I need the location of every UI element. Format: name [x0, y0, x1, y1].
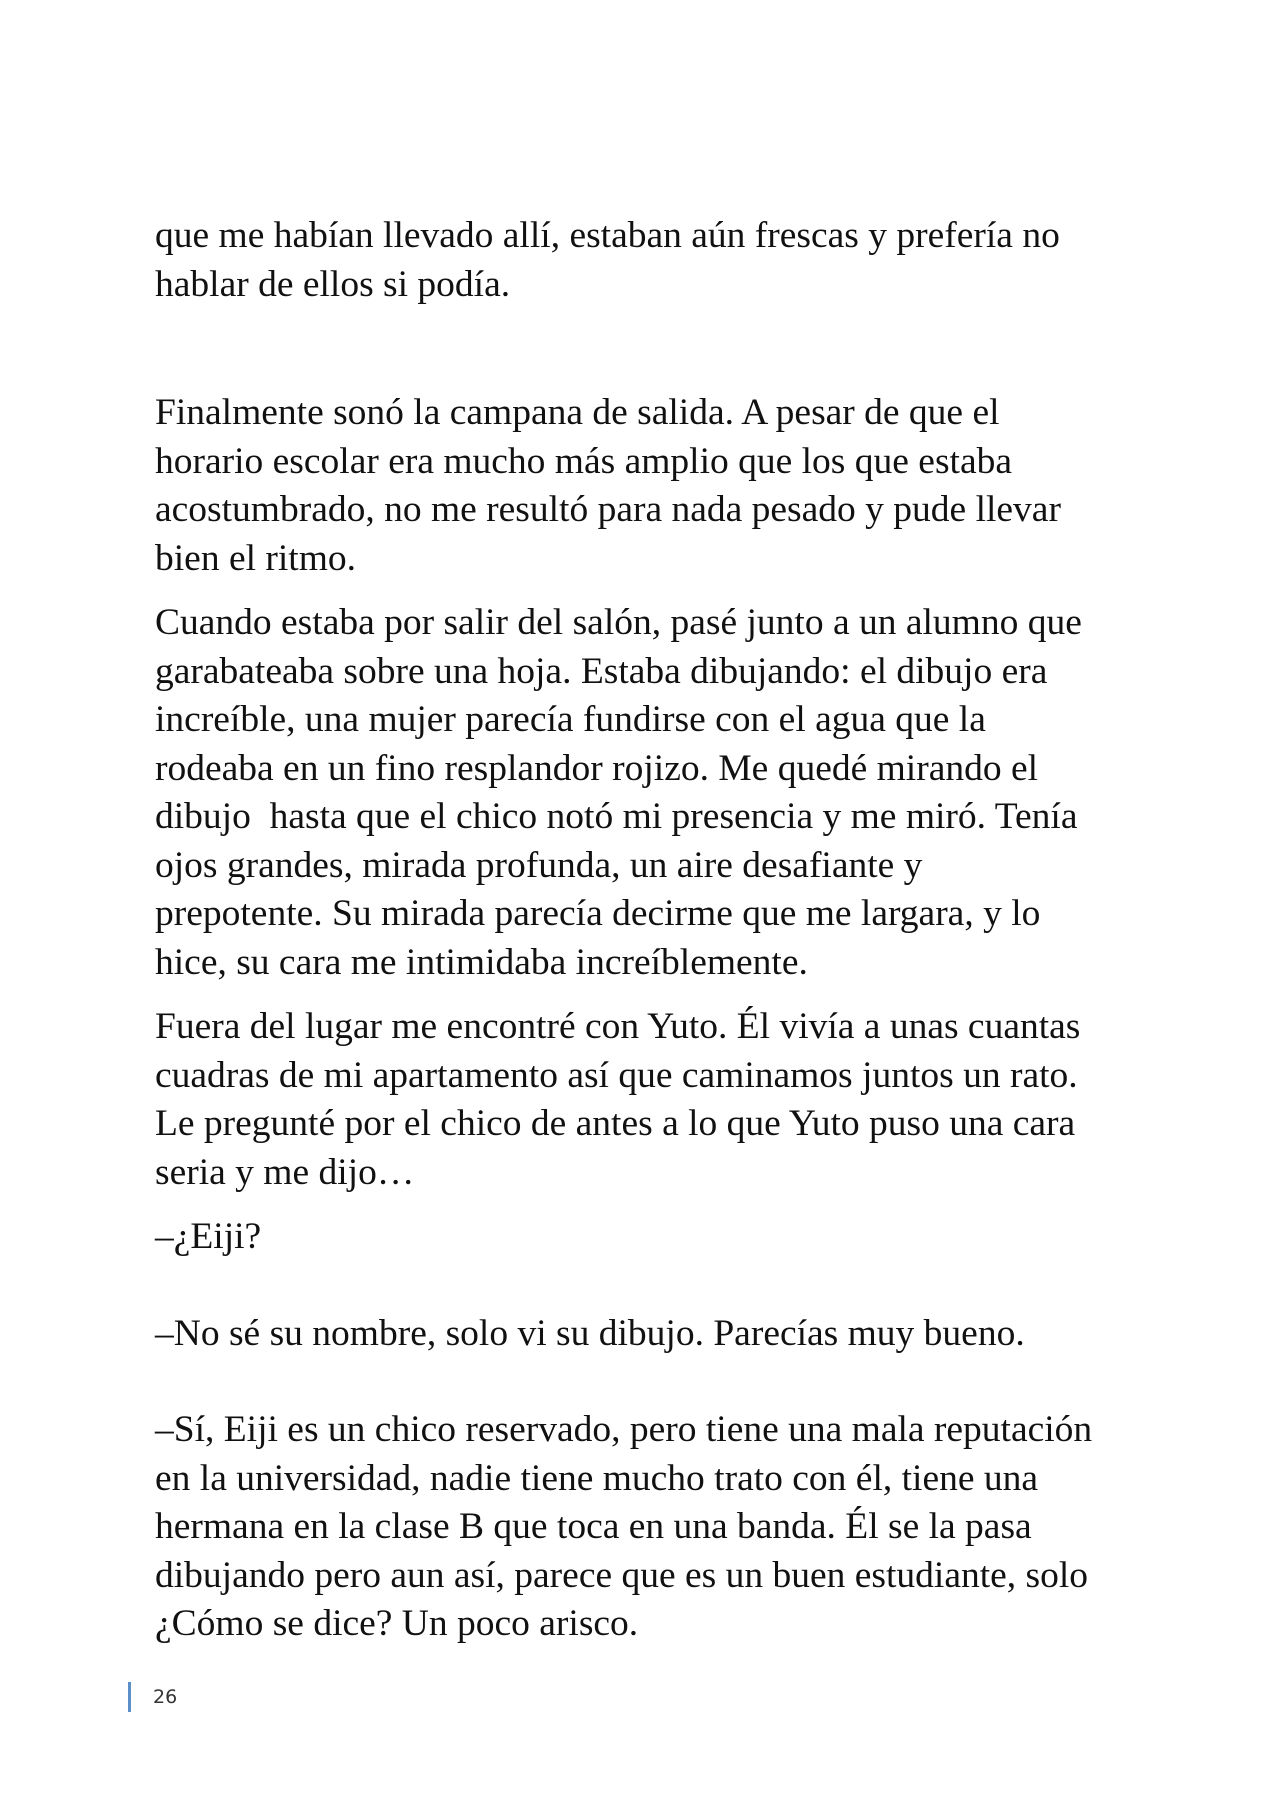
text-line: que me habían llevado allí, estaban aún frescas y prefería no: [155, 215, 1060, 256]
text-line: hablar de ellos si podía.: [155, 263, 511, 305]
text-line: dibujo hasta que el chico notó mi presencia y me miró. Tenía: [155, 796, 1078, 837]
dialogue-line: [155, 1213, 1155, 1262]
paragraph-spacer: [155, 309, 1155, 389]
footer-accent-bar: [128, 1682, 131, 1712]
text-line: prepotente. Su mirada parecía decirme que me largara, y lo: [155, 893, 1041, 934]
paragraph-spacer: [155, 583, 1155, 599]
text-line: acostumbrado, no me resultó para nada pesado y pude llevar: [155, 489, 1061, 530]
page-number: 26: [153, 1686, 178, 1708]
text-line: hermana en la clase B que toca en una banda. Él se la pasa: [155, 1506, 1032, 1547]
paragraph-spacer: [155, 1262, 1155, 1310]
paragraph: [155, 389, 1155, 583]
paragraph-spacer: [155, 1197, 1155, 1213]
page-footer: [128, 1682, 177, 1712]
text-line: seria y me dijo…: [155, 1151, 415, 1193]
text-line: –No sé su nombre, solo vi su dibujo. Parecías muy bueno.: [155, 1312, 1025, 1354]
dialogue-line: [155, 1310, 1155, 1359]
text-line: –Sí, Eiji es un chico reservado, pero tiene una mala reputación: [155, 1409, 1093, 1450]
dialogue-line: [155, 1406, 1155, 1649]
paragraph: [155, 1003, 1155, 1197]
paragraph: [155, 212, 1155, 309]
text-line: Le pregunté por el chico de antes a lo que Yuto puso una cara: [155, 1103, 1076, 1144]
text-line: bien el ritmo.: [155, 537, 356, 579]
text-line: Cuando estaba por salir del salón, pasé junto a un alumno que: [155, 602, 1082, 643]
text-line: dibujando pero aun así, parece que es un buen estudiante, solo: [155, 1554, 1089, 1596]
text-line: en la universidad, nadie tiene mucho trato con él, tiene una: [155, 1457, 1039, 1499]
paragraph: [155, 599, 1155, 987]
text-line: rodeaba en un fino resplandor rojizo. Me quedé mirando el: [155, 747, 1039, 789]
text-line: increíble, una mujer parecía fundirse con el agua que la: [155, 699, 986, 740]
text-line: Fuera del lugar me encontré con Yuto. Él vivía a unas cuantas: [155, 1006, 1081, 1047]
text-line: horario escolar era mucho más amplio que los que estaba: [155, 440, 1012, 482]
text-line: –¿Eiji?: [155, 1216, 262, 1257]
text-line: ¿Cómo se dice? Un poco arisco.: [155, 1603, 639, 1644]
text-line: cuadras de mi apartamento así que caminamos juntos un rato.: [155, 1054, 1078, 1096]
text-line: Finalmente sonó la campana de salida. A pesar de que el: [155, 392, 1000, 433]
paragraph-spacer: [155, 987, 1155, 1003]
body-text: [155, 212, 1155, 1649]
text-line: garabateaba sobre una hoja. Estaba dibujando: el dibujo era: [155, 650, 1048, 692]
paragraph-spacer: [155, 1358, 1155, 1406]
text-line: ojos grandes, mirada profunda, un aire desafiante y: [155, 844, 923, 886]
text-line: hice, su cara me intimidaba increíblemente.: [155, 941, 808, 983]
